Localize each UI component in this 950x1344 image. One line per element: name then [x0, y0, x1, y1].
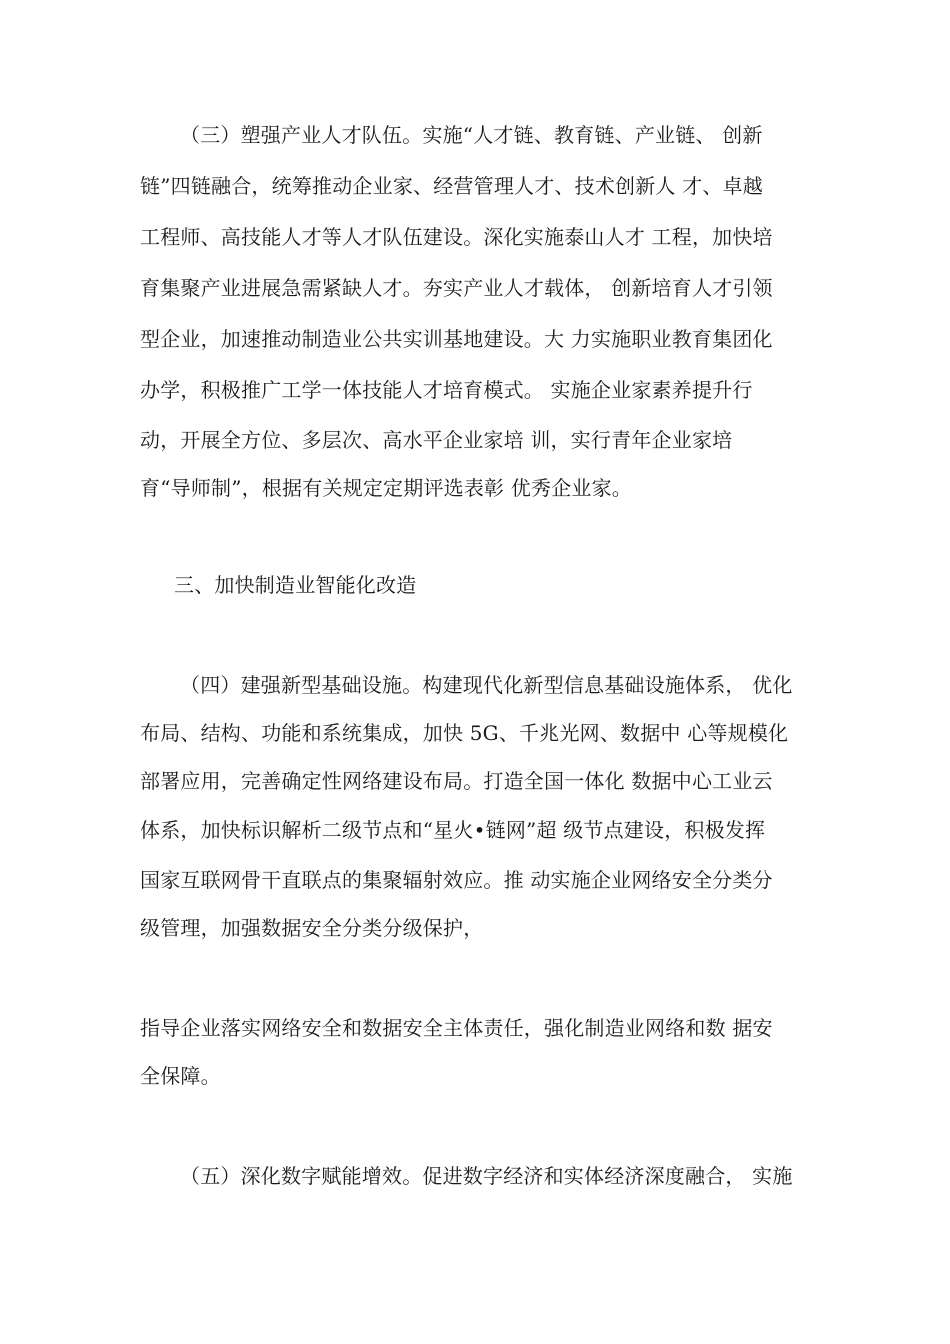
- paragraph-continued-line-1: 指导企业落实网络安全和数据安全主体责任，强化制造业网络和数 据安: [140, 1016, 773, 1040]
- paragraph-4-line-3: 部署应用，完善确定性网络建设布局。打造全国一体化 数据中心工业云: [140, 769, 773, 793]
- paragraph-4-line-4: 体系，加快标识解析二级节点和“星火•链网”超 级节点建设，积极发挥: [140, 818, 766, 842]
- paragraph-3-line-2: 链”四链融合，统筹推动企业家、经营管理人才、技术创新人 才、卓越: [140, 174, 763, 198]
- paragraph-3-line-4: 育集聚产业进展急需紧缺人才。夯实产业人才载体， 创新培育人才引领: [140, 276, 773, 300]
- paragraph-3-line-1: （三）塑强产业人才队伍。实施“人才链、教育链、产业链、 创新: [180, 123, 763, 147]
- paragraph-4-line-6: 级管理，加强数据安全分类分级保护，: [140, 916, 484, 940]
- paragraph-4-line-1: （四）建强新型基础设施。构建现代化新型信息基础设施体系， 优化: [180, 673, 793, 697]
- paragraph-3-line-8: 育“导师制”，根据有关规定定期评选表彰 优秀企业家。: [140, 476, 633, 500]
- paragraph-3-line-5: 型企业，加速推动制造业公共实训基地建设。大 力实施职业教育集团化: [140, 327, 773, 351]
- paragraph-4-line-2: 布局、结构、功能和系统集成，加快 5G、千兆光网、数据中 心等规模化: [140, 721, 789, 745]
- paragraph-continued-line-2: 全保障。: [140, 1064, 221, 1088]
- paragraph-3-line-3: 工程师、高技能人才等人才队伍建设。深化实施泰山人才 工程，加快培: [140, 225, 773, 249]
- paragraph-3-line-6: 办学，积极推广工学一体技能人才培育模式。 实施企业家素养提升行: [140, 378, 753, 402]
- paragraph-4-line-5: 国家互联网骨干直联点的集聚辐射效应。推 动实施企业网络安全分类分: [140, 868, 773, 892]
- paragraph-3-line-7: 动，开展全方位、多层次、高水平企业家培 训，实行青年企业家培: [140, 428, 733, 452]
- section-heading: 三、加快制造业智能化改造: [174, 573, 417, 597]
- paragraph-5-line-1: （五）深化数字赋能增效。促进数字经济和实体经济深度融合， 实施: [180, 1164, 793, 1188]
